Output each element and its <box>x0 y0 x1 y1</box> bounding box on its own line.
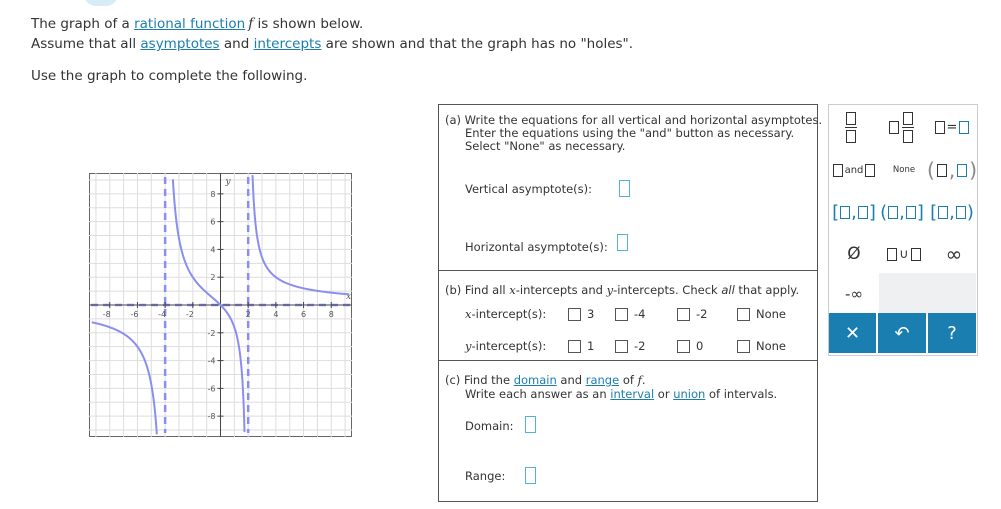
domain-label: Domain: <box>465 419 514 433</box>
y-variable: y <box>465 339 472 353</box>
part-b-panel <box>438 270 818 363</box>
close-icon: ✕ <box>844 322 861 344</box>
prompt-text: (c) Find the <box>445 373 514 387</box>
equals-symbol: = <box>946 119 958 135</box>
y-tick-label: 8 <box>210 189 216 199</box>
option-label: 3 <box>587 307 595 321</box>
half-open-right-interval-button[interactable] <box>877 197 927 227</box>
part-c-line-2 <box>465 387 777 401</box>
intro-text: and <box>219 36 254 52</box>
intro-line-1 <box>31 16 363 32</box>
union-link[interactable]: union <box>673 387 706 401</box>
y-intercept-label-text: -intercept(s): <box>471 339 547 353</box>
checkbox[interactable] <box>615 340 628 353</box>
prompt-text: . <box>641 373 646 387</box>
union-symbol: ∪ <box>899 246 909 262</box>
x-variable: x <box>509 283 516 297</box>
empty-set-button[interactable]: Ø <box>847 244 861 264</box>
x-tick-label: -4 <box>158 310 167 319</box>
y-intercept-option-none[interactable] <box>737 339 786 353</box>
y-tick-label: -2 <box>207 328 216 338</box>
y-intercept-option-neg2[interactable] <box>615 339 645 353</box>
interval-link[interactable]: interval <box>610 387 655 401</box>
option-label: None <box>756 307 787 321</box>
horizontal-asymptote-input[interactable] <box>617 234 628 251</box>
mixed-number-icon <box>889 112 914 143</box>
part-a-line-2: Enter the equations using the "and" button as necessary. <box>465 126 795 140</box>
option-label: 0 <box>696 339 704 353</box>
fraction-icon <box>845 112 857 143</box>
y-tick-label: 6 <box>210 217 216 227</box>
rational-function-graph <box>89 173 352 437</box>
closed-interval-button[interactable] <box>829 197 879 227</box>
and-button[interactable] <box>831 155 877 185</box>
y-intercept-option-0[interactable] <box>677 339 703 353</box>
prompt-text: of intervals. <box>705 387 778 401</box>
option-label: -2 <box>696 307 708 321</box>
x-axis-label: x <box>346 292 352 302</box>
intro-line-2 <box>31 36 633 52</box>
part-c-line-1 <box>445 373 646 387</box>
x-variable: x <box>465 307 472 321</box>
infinity-button[interactable]: ∞ <box>945 242 963 266</box>
option-label: 1 <box>587 339 595 353</box>
x-tick-label: 2 <box>245 310 251 319</box>
part-b-prompt <box>445 283 799 297</box>
y-intercept-row <box>465 339 787 353</box>
y-intercept-option-1[interactable] <box>568 339 594 353</box>
range-label: Range: <box>465 469 506 483</box>
prompt-text: of <box>619 373 638 387</box>
negative-infinity-button[interactable]: -∞ <box>845 285 863 303</box>
horizontal-asymptote-label: Horizontal asymptote(s): <box>465 240 608 254</box>
intro-line-3: Use the graph to complete the following. <box>31 68 308 84</box>
undo-icon: ↶ <box>894 322 910 344</box>
asymptotes-link[interactable]: asymptotes <box>140 36 220 52</box>
checkbox[interactable] <box>677 340 690 353</box>
top-tab-handle[interactable] <box>84 0 118 6</box>
union-icon <box>887 247 921 262</box>
x-intercept-label-text: -intercept(s): <box>471 307 547 321</box>
prompt-emphasis: all <box>721 283 735 297</box>
undo-button[interactable] <box>878 313 926 353</box>
equals-button[interactable] <box>929 109 975 145</box>
help-button[interactable] <box>928 313 976 353</box>
intercepts-link[interactable]: intercepts <box>253 36 322 52</box>
y-intercept-label <box>465 339 546 353</box>
x-intercept-option-none[interactable] <box>737 307 786 321</box>
part-a-line-3: Select "None" as necessary. <box>465 139 626 153</box>
help-icon: ? <box>947 322 957 344</box>
x-intercept-row <box>465 307 787 321</box>
part-a-panel <box>438 104 823 273</box>
x-intercept-option-3[interactable] <box>568 307 594 321</box>
union-button[interactable] <box>879 239 929 269</box>
y-tick-label: -6 <box>207 384 216 394</box>
equals-icon <box>935 120 970 135</box>
and-label: and <box>844 164 864 176</box>
clear-button[interactable] <box>829 313 876 353</box>
intro-text: The graph of a <box>31 16 135 32</box>
rational-function-link[interactable]: rational function <box>134 16 246 32</box>
prompt-text: that apply. <box>734 283 800 297</box>
x-tick-label: 4 <box>273 310 279 319</box>
prompt-text: -intercepts. Check <box>613 283 722 297</box>
function-variable: f <box>637 373 642 387</box>
intro-text: Assume that all <box>31 36 141 52</box>
x-tick-label: 8 <box>328 310 334 319</box>
range-link[interactable]: range <box>585 373 620 387</box>
checkbox[interactable] <box>568 340 581 353</box>
half-open-left-icon: [ , ) <box>930 201 974 223</box>
prompt-text: or <box>654 387 674 401</box>
x-intercept-option-neg2[interactable] <box>677 307 707 321</box>
y-tick-label: -8 <box>207 412 216 422</box>
prompt-text: (b) Find all <box>445 283 510 297</box>
range-input[interactable] <box>525 467 536 484</box>
x-tick-label: 6 <box>301 310 307 319</box>
x-intercept-option-neg4[interactable] <box>615 307 645 321</box>
checkbox[interactable] <box>568 308 581 321</box>
function-variable: f <box>248 16 254 32</box>
vertical-asymptote-input[interactable] <box>619 180 630 197</box>
option-label: None <box>756 339 787 353</box>
prompt-text: -intercepts and <box>515 283 607 297</box>
half-open-left-interval-button[interactable] <box>927 197 977 227</box>
y-axis-label: y <box>225 177 231 187</box>
toolbar-blank-area <box>879 273 976 315</box>
mixed-number-button[interactable] <box>877 109 925 145</box>
prompt-text: and <box>556 373 586 387</box>
x-intercept-label <box>465 307 546 321</box>
checkbox[interactable] <box>737 308 750 321</box>
checkbox[interactable] <box>677 308 690 321</box>
part-c-panel <box>438 360 818 502</box>
option-label: -2 <box>634 339 646 353</box>
open-interval-icon: ( , ) <box>927 158 977 182</box>
domain-input[interactable] <box>525 416 536 433</box>
x-tick-label: -6 <box>130 310 139 319</box>
open-interval-button[interactable] <box>929 155 975 185</box>
checkbox[interactable] <box>615 308 628 321</box>
part-a-line-1: (a) Write the equations for all vertical and horizontal asymptotes. <box>445 113 823 127</box>
half-open-right-icon: ( , ] <box>880 201 924 223</box>
and-icon <box>833 164 876 177</box>
y-tick-label: 4 <box>210 245 216 255</box>
checkbox[interactable] <box>737 340 750 353</box>
vertical-asymptote-label: Vertical asymptote(s): <box>465 182 593 196</box>
x-tick-label: -8 <box>102 310 111 319</box>
closed-interval-icon: [ , ] <box>832 201 876 223</box>
y-tick-label: 2 <box>210 273 216 283</box>
none-button[interactable]: None <box>892 165 916 175</box>
x-tick-label: -2 <box>185 310 194 319</box>
domain-link[interactable]: domain <box>513 373 557 387</box>
option-label: -4 <box>634 307 646 321</box>
intro-text: is shown below. <box>253 16 364 32</box>
intro-text: are shown and that the graph has no "holes". <box>321 36 634 52</box>
y-variable: y <box>606 283 614 297</box>
y-tick-label: -4 <box>207 356 216 366</box>
prompt-text: Write each answer as an <box>465 387 611 401</box>
fraction-button[interactable] <box>833 109 869 145</box>
